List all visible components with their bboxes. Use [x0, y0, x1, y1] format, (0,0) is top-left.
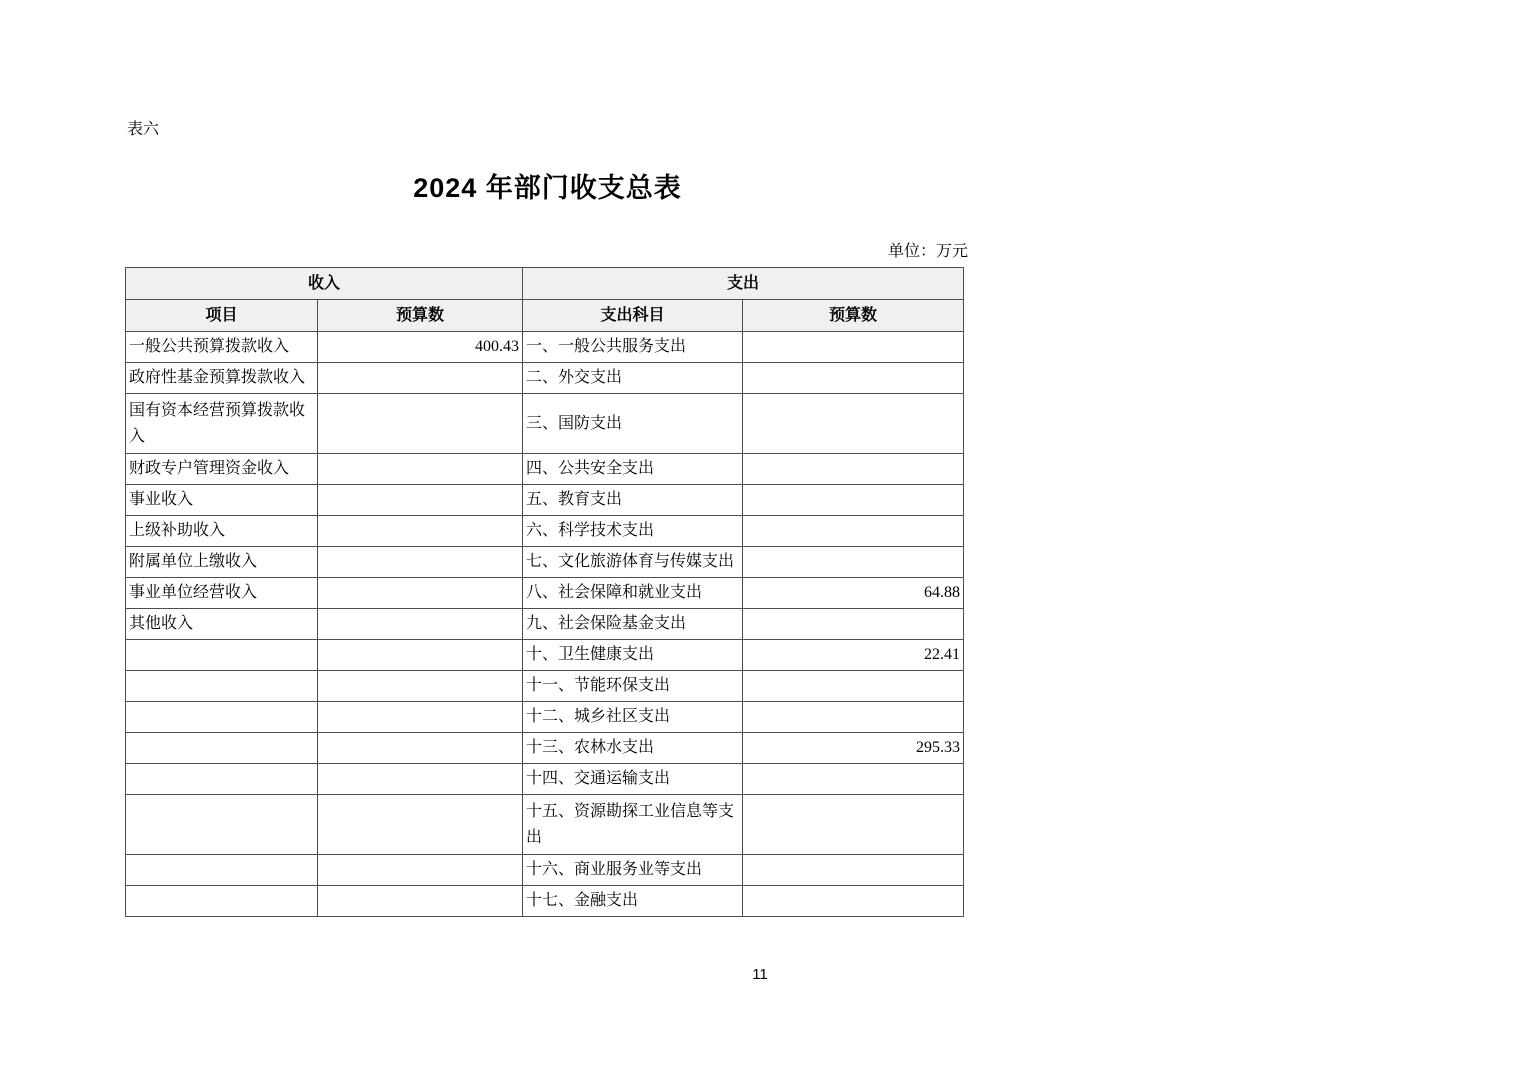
- income-item-cell: 附属单位上缴收入: [126, 547, 318, 578]
- budget-table: [125, 267, 964, 917]
- income-item-cell: [126, 855, 318, 886]
- page-title: 2024 年部门收支总表: [413, 173, 682, 203]
- income-budget-cell: [318, 671, 523, 702]
- table-row: [126, 886, 964, 917]
- table-body: [126, 332, 964, 917]
- expenditure-budget-cell: 64.88: [743, 578, 964, 609]
- expenditure-budget-cell: [743, 702, 964, 733]
- expenditure-budget-cell: [743, 764, 964, 795]
- expenditure-item-cell: 十、卫生健康支出: [523, 640, 743, 671]
- expenditure-item-cell: 十六、商业服务业等支出: [523, 855, 743, 886]
- group-header-row: [126, 268, 964, 300]
- expenditure-item-cell: 十三、农林水支出: [523, 733, 743, 764]
- income-item-cell: [126, 671, 318, 702]
- expenditure-budget-cell: [743, 547, 964, 578]
- income-item-cell: 一般公共预算拨款收入: [126, 332, 318, 363]
- unit-note: 单位：万元: [887, 243, 968, 260]
- income-budget-cell: [318, 547, 523, 578]
- expenditure-item-cell: 六、科学技术支出: [523, 516, 743, 547]
- expenditure-budget-cell: [743, 485, 964, 516]
- table-row: [126, 609, 964, 640]
- expenditure-budget-cell: [743, 855, 964, 886]
- expenditure-group-header: 支出: [523, 268, 964, 300]
- expenditure-budget-cell: [743, 671, 964, 702]
- income-item-cell: [126, 795, 318, 855]
- expenditure-item-cell: 十七、金融支出: [523, 886, 743, 917]
- income-item-cell: 其他收入: [126, 609, 318, 640]
- income-item-cell: 上级补助收入: [126, 516, 318, 547]
- table-row: [126, 332, 964, 363]
- expenditure-budget-cell: [743, 516, 964, 547]
- page-number: 11: [752, 966, 768, 983]
- income-budget-cell: [318, 702, 523, 733]
- income-item-cell: [126, 886, 318, 917]
- income-budget-header: 预算数: [318, 300, 523, 332]
- expenditure-budget-cell: [743, 609, 964, 640]
- table-row: [126, 733, 964, 764]
- expenditure-item-cell: 三、国防支出: [523, 394, 743, 454]
- expenditure-budget-cell: 22.41: [743, 640, 964, 671]
- income-budget-cell: 400.43: [318, 332, 523, 363]
- expenditure-item-cell: 十二、城乡社区支出: [523, 702, 743, 733]
- income-budget-cell: [318, 485, 523, 516]
- table-row: [126, 671, 964, 702]
- table-row: [126, 547, 964, 578]
- table-row: [126, 578, 964, 609]
- income-item-cell: [126, 764, 318, 795]
- income-budget-cell: [318, 886, 523, 917]
- income-budget-cell: [318, 394, 523, 454]
- expenditure-budget-cell: [743, 795, 964, 855]
- income-budget-cell: [318, 454, 523, 485]
- income-item-header: 项目: [126, 300, 318, 332]
- expenditure-item-cell: 一、一般公共服务支出: [523, 332, 743, 363]
- expenditure-budget-cell: 295.33: [743, 733, 964, 764]
- expenditure-item-cell: 二、外交支出: [523, 363, 743, 394]
- income-budget-cell: [318, 640, 523, 671]
- column-header-row: [126, 300, 964, 332]
- table-row: [126, 516, 964, 547]
- income-item-cell: 事业收入: [126, 485, 318, 516]
- expenditure-item-header: 支出科目: [523, 300, 743, 332]
- income-item-cell: [126, 733, 318, 764]
- income-item-cell: 事业单位经营收入: [126, 578, 318, 609]
- income-budget-cell: [318, 516, 523, 547]
- income-budget-cell: [318, 363, 523, 394]
- expenditure-item-cell: 七、文化旅游体育与传媒支出: [523, 547, 743, 578]
- table-row: [126, 485, 964, 516]
- income-budget-cell: [318, 578, 523, 609]
- table-row: [126, 363, 964, 394]
- expenditure-item-cell: 十四、交通运输支出: [523, 764, 743, 795]
- table-row: [126, 764, 964, 795]
- income-budget-cell: [318, 795, 523, 855]
- expenditure-item-cell: 十五、资源勘探工业信息等支出: [523, 795, 743, 855]
- income-item-cell: 政府性基金预算拨款收入: [126, 363, 318, 394]
- budget-table-head: [126, 268, 964, 332]
- table-row: [126, 855, 964, 886]
- table-row: [126, 454, 964, 485]
- income-budget-cell: [318, 733, 523, 764]
- expenditure-item-cell: 四、公共安全支出: [523, 454, 743, 485]
- expenditure-budget-cell: [743, 394, 964, 454]
- income-item-cell: [126, 702, 318, 733]
- table-row: [126, 702, 964, 733]
- income-budget-cell: [318, 609, 523, 640]
- income-item-cell: 国有资本经营预算拨款收入: [126, 394, 318, 454]
- expenditure-budget-cell: [743, 332, 964, 363]
- expenditure-item-cell: 九、社会保险基金支出: [523, 609, 743, 640]
- expenditure-budget-cell: [743, 454, 964, 485]
- expenditure-item-cell: 八、社会保障和就业支出: [523, 578, 743, 609]
- expenditure-item-cell: 五、教育支出: [523, 485, 743, 516]
- table-label: 表六: [127, 121, 160, 138]
- income-budget-cell: [318, 764, 523, 795]
- table-row: [126, 640, 964, 671]
- income-item-cell: 财政专户管理资金收入: [126, 454, 318, 485]
- income-budget-cell: [318, 855, 523, 886]
- expenditure-item-cell: 十一、节能环保支出: [523, 671, 743, 702]
- income-group-header: 收入: [126, 268, 523, 300]
- table-row: [126, 394, 964, 454]
- expenditure-budget-header: 预算数: [743, 300, 964, 332]
- table-row: [126, 795, 964, 855]
- expenditure-budget-cell: [743, 886, 964, 917]
- expenditure-budget-cell: [743, 363, 964, 394]
- income-item-cell: [126, 640, 318, 671]
